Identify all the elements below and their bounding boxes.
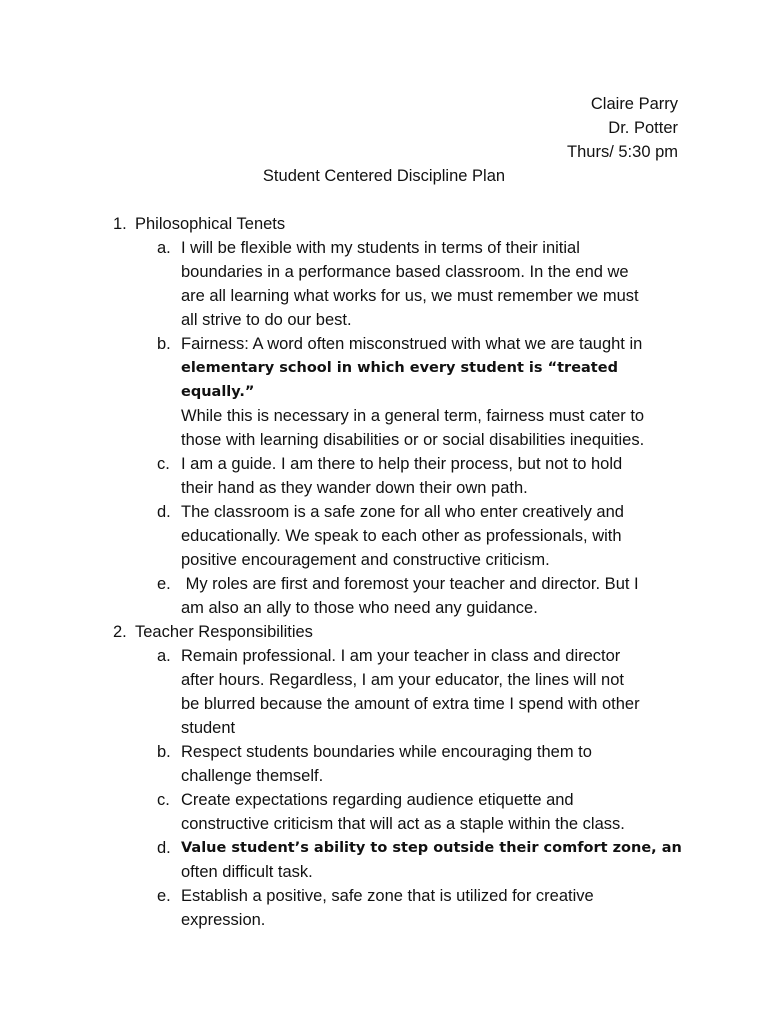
list-item <box>113 644 683 740</box>
item-line: be blurred because the amount of extra time I spend with other <box>181 695 640 713</box>
list-item <box>113 332 683 452</box>
item-line: Fairness: A word often misconstrued with what we are taught in <box>181 335 643 353</box>
item-marker: d. <box>157 839 171 857</box>
item-marker: b. <box>157 743 171 761</box>
item-line: challenge themself. <box>181 767 324 785</box>
author-name: Claire Parry <box>590 95 678 113</box>
list-item <box>113 884 683 932</box>
item-line: student <box>181 719 236 737</box>
item-marker: e. <box>157 575 171 593</box>
instructor-name: Dr. Potter <box>608 119 678 137</box>
list-item <box>113 836 683 884</box>
item-line: Establish a positive, safe zone that is utilized for creative <box>181 887 594 905</box>
item-marker: c. <box>157 455 170 473</box>
item-marker: c. <box>157 791 170 809</box>
section-heading: Philosophical Tenets <box>135 215 286 233</box>
item-line: Remain professional. I am your teacher in class and director <box>181 647 621 665</box>
item-line: am also an ally to those who need any guidance. <box>181 599 538 617</box>
section-number: 1. <box>113 215 127 233</box>
item-line: constructive criticism that will act as a staple within the class. <box>181 815 625 833</box>
item-line: The classroom is a safe zone for all who enter creatively and <box>181 503 624 521</box>
document-title: Student Centered Discipline Plan <box>262 167 506 185</box>
item-line: are all learning what works for us, we must remember we must <box>181 287 639 305</box>
item-line: My roles are first and foremost your teacher and director. But I <box>181 575 639 593</box>
list-item <box>113 236 683 332</box>
list-item <box>113 500 683 572</box>
section-number: 2. <box>113 623 127 641</box>
item-line: their hand as they wander down their own path. <box>181 479 528 497</box>
section-teacher-responsibilities <box>113 620 683 932</box>
item-line: those with learning disabilities or or social disabilities inequities. <box>181 431 645 449</box>
list-item <box>113 572 683 620</box>
section-philosophical-tenets <box>113 212 683 620</box>
item-line: educationally. We speak to each other as professionals, with <box>181 527 622 545</box>
item-line: boundaries in a performance based classroom. In the end we <box>181 263 629 281</box>
item-line: I will be flexible with my students in terms of their initial <box>181 239 580 257</box>
item-line-bold: elementary school in which every student is “treated equally.” <box>181 360 618 400</box>
item-line: I am a guide. I am there to help their process, but not to hold <box>181 455 623 473</box>
item-line: Respect students boundaries while encouraging them to <box>181 743 592 761</box>
list-item <box>113 788 683 836</box>
item-line-bold: Value student’s ability to step outside their comfort zone, an <box>181 840 682 856</box>
item-line: positive encouragement and constructive criticism. <box>181 551 550 569</box>
item-marker: d. <box>157 503 171 521</box>
header-block <box>567 92 678 164</box>
item-marker: a. <box>157 647 171 665</box>
item-line: Create expectations regarding audience etiquette and <box>181 791 574 809</box>
item-list <box>113 644 683 932</box>
item-line: While this is necessary in a general term, fairness must cater to <box>181 407 645 425</box>
item-line: after hours. Regardless, I am your educator, the lines will not <box>181 671 624 689</box>
item-line: expression. <box>181 911 266 929</box>
item-line: all strive to do our best. <box>181 311 352 329</box>
item-list <box>113 236 683 620</box>
section-heading: Teacher Responsibilities <box>135 623 313 641</box>
item-marker: b. <box>157 335 171 353</box>
class-time: Thurs/ 5:30 pm <box>567 143 678 161</box>
list-item <box>113 740 683 788</box>
item-marker: e. <box>157 887 171 905</box>
item-line: often difficult task. <box>181 863 313 881</box>
item-marker: a. <box>157 239 171 257</box>
list-item <box>113 452 683 500</box>
